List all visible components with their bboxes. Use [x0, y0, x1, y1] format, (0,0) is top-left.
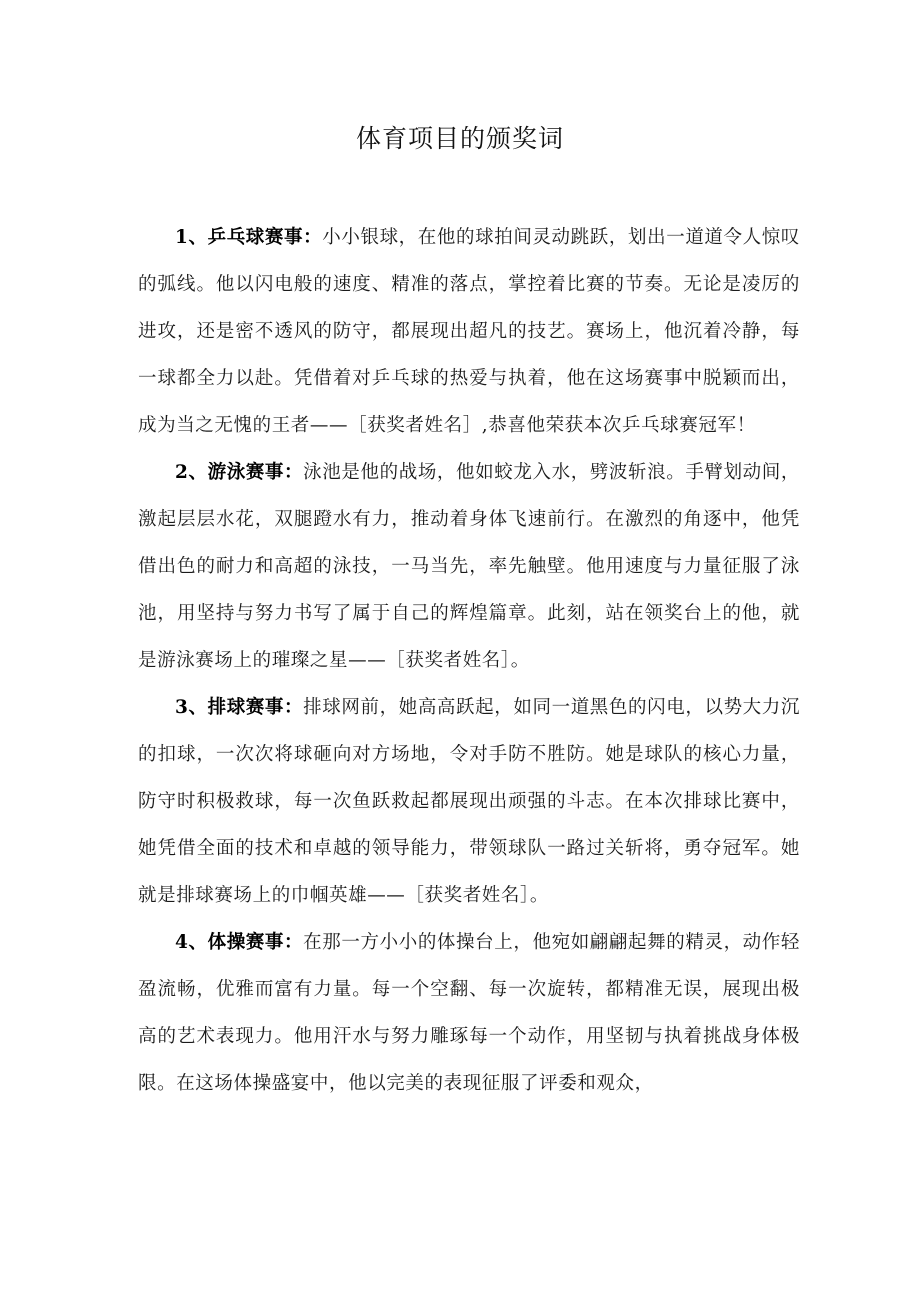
paragraph-gymnastics [138, 919, 800, 1107]
paragraph-text: 小小银球，在他的球拍间灵动跳跃，划出一道道令人惊叹的弧线。他以闪电般的速度、精准的落点，掌控着比赛的节奏。无论是凌厉的进攻，还是密不透风的防守，都展现出超凡的技艺。赛场上，他沉着冷静，每一球都全力以赴。凭借着对乒乓球的热爱与执着，他在这场赛事中脱颖而出，成为当之无愧的王者——［获奖者姓名］,恭喜他荣获本次乒乓球赛冠军！ [138, 227, 800, 436]
paragraph-lead: 2、游泳赛事： [175, 462, 304, 483]
paragraph-text: 泳池是他的战场，他如蛟龙入水，劈波斩浪。手臂划动间，激起层层水花，双腿蹬水有力，推动着身体飞速前行。在激烈的角逐中，他凭借出色的耐力和高超的泳技，一马当先，率先触壁。他用速度与力量征服了泳池，用坚持与努力书写了属于自己的辉煌篇章。此刻，站在领奖台上的他，就是游泳赛场上的璀璨之星——［获奖者姓名］。 [138, 462, 801, 671]
document-title: 体育项目的颁奖词 [355, 124, 564, 153]
paragraph-lead: 3、排球赛事： [175, 697, 304, 718]
paragraph-lead: 4、体操赛事： [175, 932, 304, 953]
document-body [138, 214, 800, 1107]
paragraph-text: 排球网前，她高高跃起，如同一道黑色的闪电，以势大力沉的扣球，一次次将球砸向对方场地，令对手防不胜防。她是球队的核心力量，防守时积极救球，每一次鱼跃救起都展现出顽强的斗志。在本次排球比赛中，她凭借全面的技术和卓越的领导能力，带领球队一路过关斩将，勇夺冠军。她就是排球赛场上的巾帼英雄——［获奖者姓名］。 [138, 697, 801, 906]
paragraph-text: 在那一方小小的体操台上，他宛如翩翩起舞的精灵，动作轻盈流畅，优雅而富有力量。每一个空翻、每一次旋转，都精准无误，展现出极高的艺术表现力。他用汗水与努力雕琢每一个动作，用坚韧与执着挑战身体极限。在这场体操盛宴中，他以完美的表现征服了评委和观众， [138, 932, 801, 1094]
paragraph-volleyball [138, 684, 800, 919]
paragraph-table-tennis [138, 214, 800, 449]
paragraph-lead: 1、乒乓球赛事： [175, 227, 323, 248]
paragraph-swimming [138, 449, 800, 684]
